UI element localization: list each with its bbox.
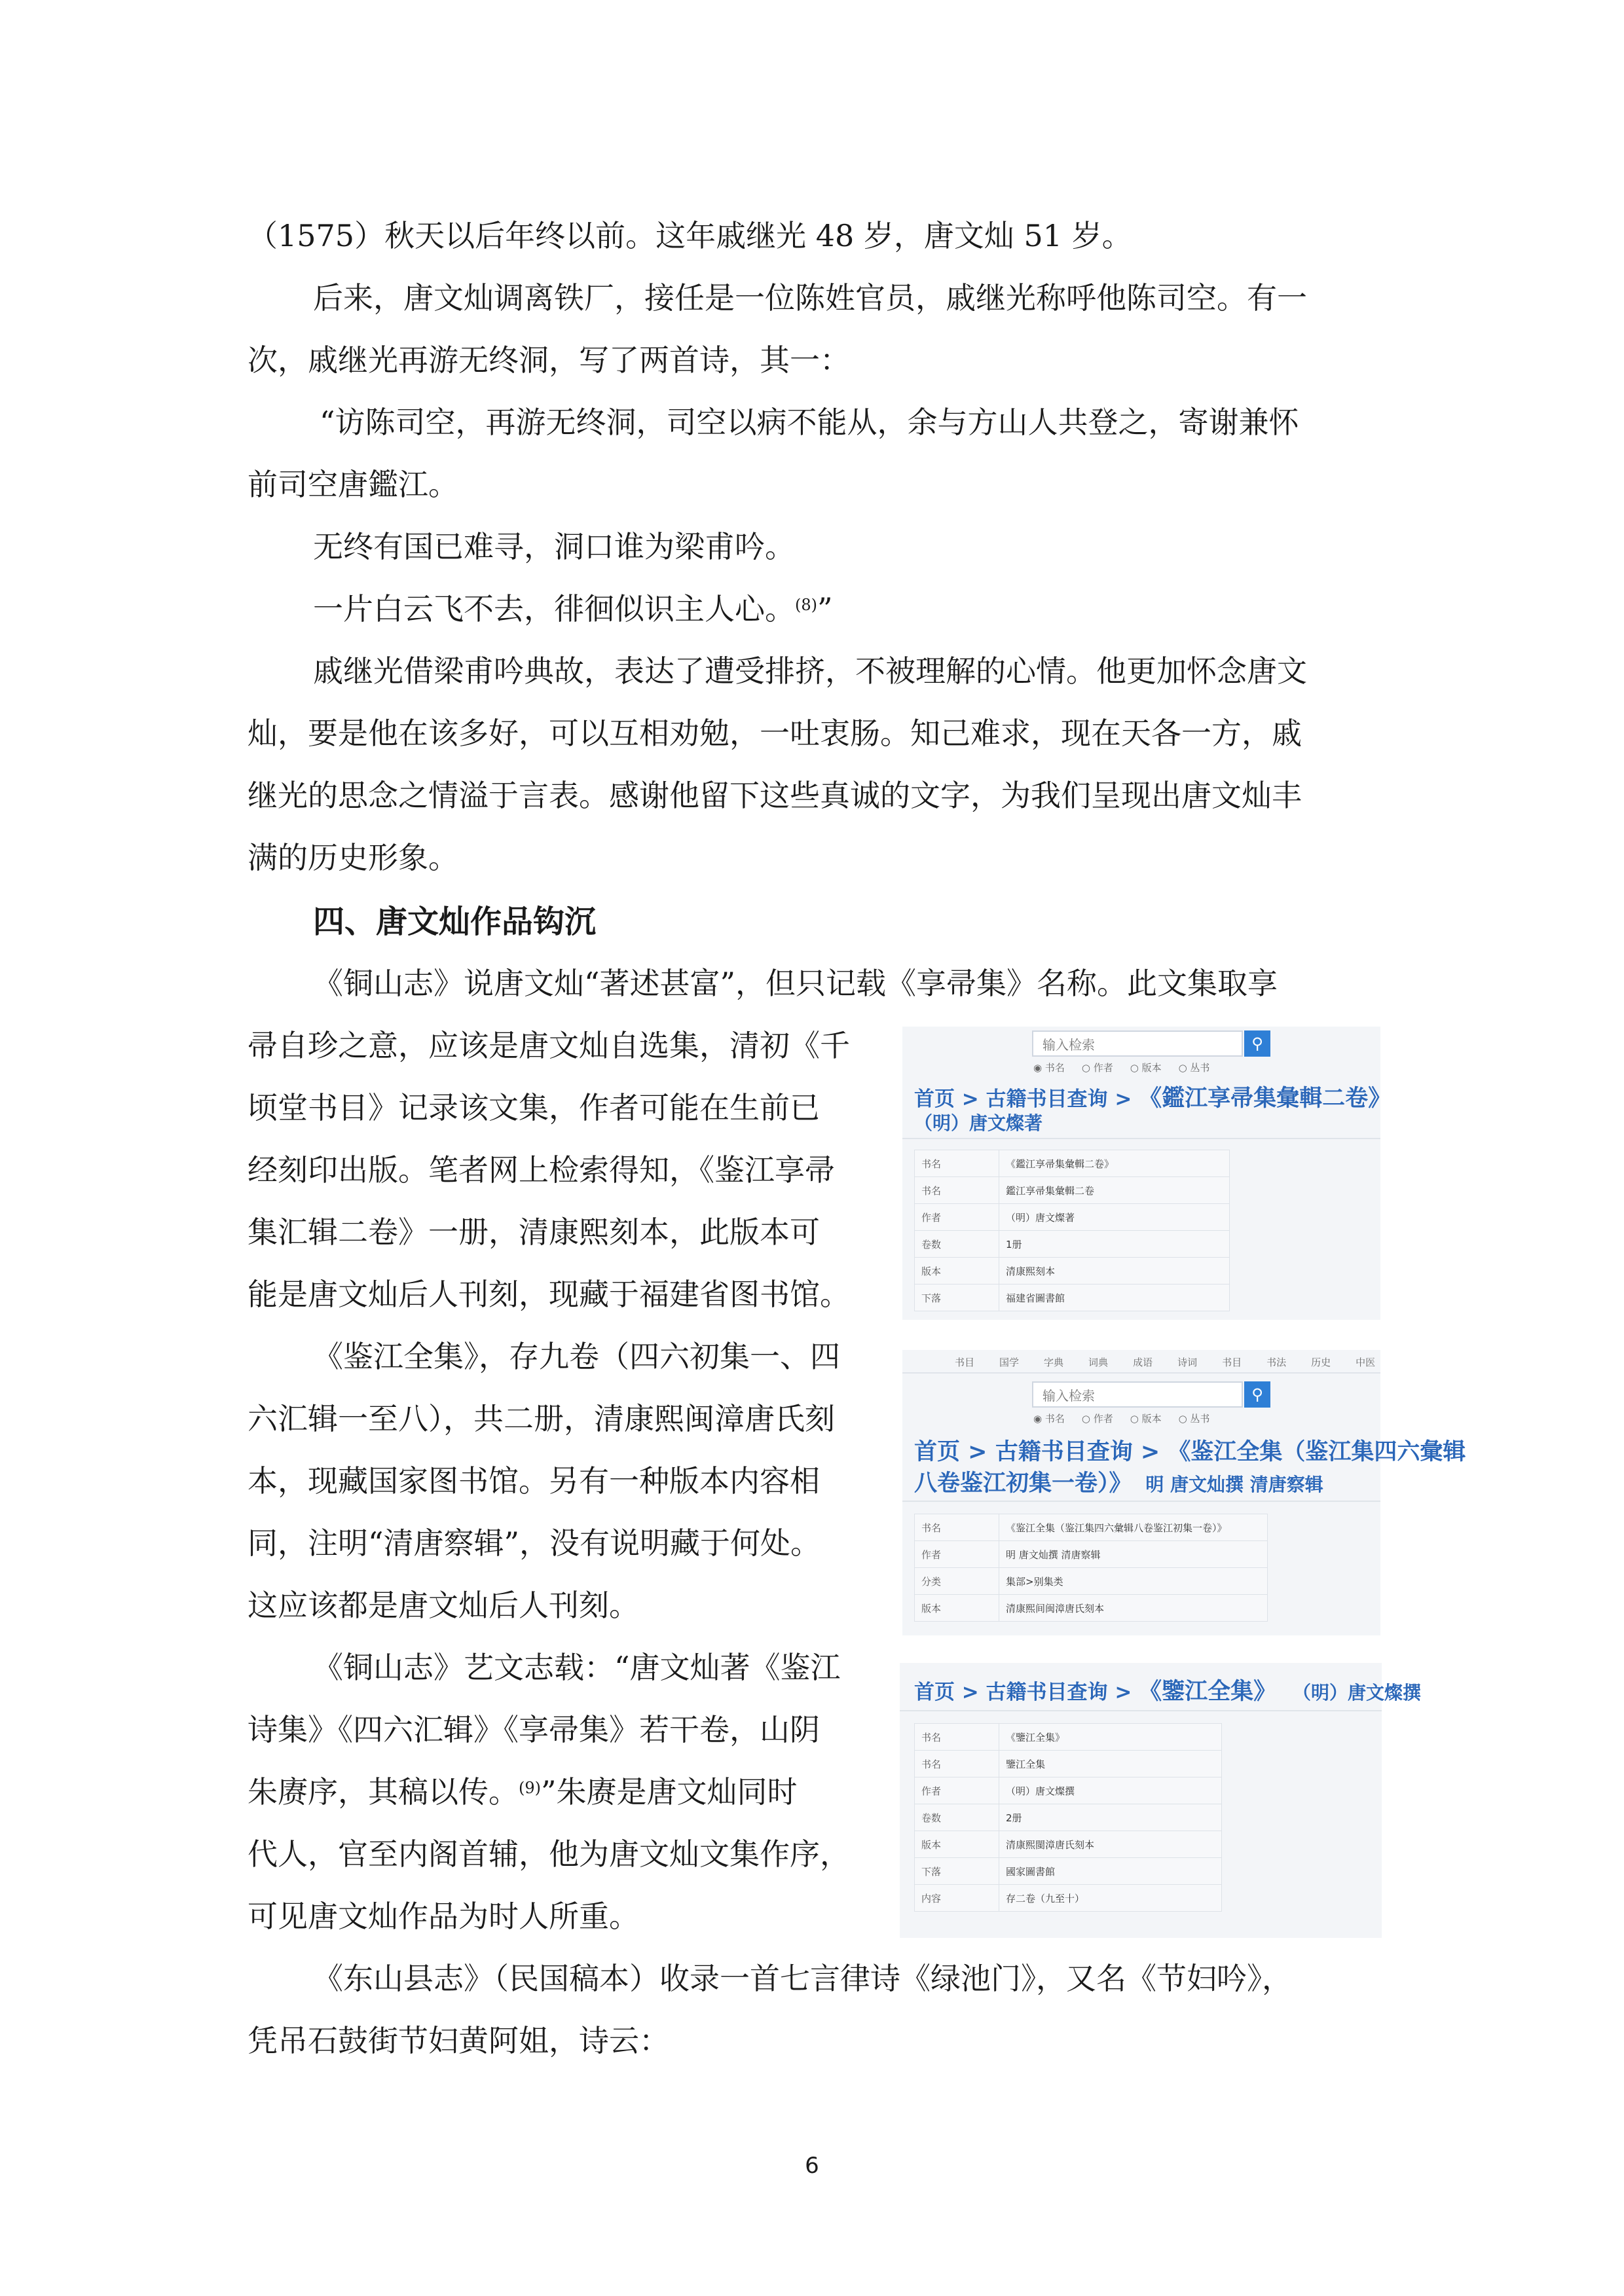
table-row	[915, 1858, 1222, 1885]
field-value: 《鑑江享帚集彙輯二卷》	[999, 1150, 1230, 1177]
paragraph-line: 这应该都是唐文灿后人刊刻。	[248, 1588, 639, 1623]
field-value: 明 唐文灿撰 清唐察辑	[999, 1541, 1268, 1568]
record-table	[914, 1514, 1268, 1622]
search-icon[interactable]: ⚲	[1244, 1381, 1270, 1408]
breadcrumb-path[interactable]: 首页 > 古籍书目查询 >	[914, 1681, 1139, 1704]
quote-line: 前司空唐鑑江。	[248, 467, 458, 502]
catalog-screenshot-1	[902, 1027, 1392, 1320]
nav-item[interactable]: 字典	[1044, 1357, 1064, 1368]
paragraph-line: 《铜山志》说唐文灿“著述甚富”，但只记载《享帚集》名称。此文集取享	[313, 966, 1278, 1001]
field-label: 作者	[915, 1204, 999, 1231]
search-input[interactable]: 输入检索	[1032, 1381, 1243, 1408]
book-title: 八卷鉴江初集一卷）》	[914, 1470, 1132, 1497]
paragraph-line: 本，现藏国家图书馆。另有一种版本内容相	[248, 1463, 820, 1499]
radio-option[interactable]: ◉ 书名	[1033, 1062, 1065, 1074]
paragraph-text: 朱赓序，其稿以传。	[248, 1774, 519, 1810]
radio-option[interactable]: ◉ 书名	[1033, 1413, 1065, 1425]
field-label: 卷数	[915, 1231, 999, 1258]
quote-line: “访陈司空，再游无终洞，司空以病不能从，余与方山人共登之，寄谢兼怀	[320, 405, 1299, 440]
table-row	[915, 1831, 1222, 1858]
poem-line: 无终有国已难寻，洞口谁为梁甫吟。	[313, 529, 795, 564]
nav-item[interactable]: 书法	[1266, 1357, 1287, 1368]
paragraph-line: 代人，官至内阁首辅，他为唐文灿文集作序，	[248, 1836, 850, 1872]
paragraph-line: 集汇辑二卷》一册，清康熙刻本，此版本可	[248, 1214, 820, 1250]
table-row	[915, 1514, 1268, 1541]
field-value: 鑒江全集	[999, 1751, 1222, 1777]
catalog-screenshot-3	[900, 1663, 1421, 1938]
table-row	[915, 1595, 1268, 1622]
book-author: （明）唐文燦著	[914, 1112, 1043, 1134]
book-title: 《鑑江享帚集彙輯二卷》	[1139, 1085, 1392, 1112]
table-row	[915, 1885, 1222, 1912]
paragraph-line: 同，注明“清唐察辑”，没有说明藏于何处。	[248, 1525, 821, 1561]
field-label: 书名	[915, 1751, 999, 1777]
paragraph-line: 六汇辑一至八），共二册，清康熙闽漳唐氏刻	[248, 1401, 835, 1436]
search-type-radios[interactable]	[1033, 1412, 1227, 1425]
nav-item[interactable]: 中医	[1356, 1357, 1376, 1368]
search-input[interactable]: 输入检索	[1032, 1030, 1243, 1057]
poem-text: 一片白云飞不去，徘徊似识主人心。	[313, 591, 795, 627]
paragraph-text: ”朱赓是唐文灿同时	[541, 1774, 798, 1810]
field-label: 版本	[915, 1831, 999, 1858]
nav-item[interactable]: 历史	[1311, 1357, 1331, 1368]
divider	[902, 1138, 1380, 1139]
paragraph-line: 帚自珍之意，应该是唐文灿自选集，清初《千	[248, 1028, 850, 1063]
top-nav	[955, 1355, 1400, 1369]
paragraph-line: 《铜山志》艺文志载：“唐文灿著《鉴江	[313, 1650, 841, 1685]
field-label: 作者	[915, 1541, 999, 1568]
poem-line	[313, 589, 833, 629]
table-row	[915, 1204, 1230, 1231]
field-label: 作者	[915, 1777, 999, 1804]
nav-item[interactable]: 书目	[1222, 1357, 1242, 1368]
divider	[900, 1710, 1382, 1711]
table-row	[915, 1751, 1222, 1777]
field-label: 下落	[915, 1858, 999, 1885]
field-value: 清康熙閩漳唐氏刻本	[999, 1831, 1222, 1858]
table-row	[915, 1541, 1268, 1568]
radio-option[interactable]: ○ 版本	[1130, 1413, 1162, 1425]
paragraph-line: 《鉴江全集》，存九卷（四六初集一、四	[313, 1339, 840, 1374]
search-icon[interactable]: ⚲	[1244, 1030, 1270, 1057]
field-value: 《鑒江全集》	[999, 1724, 1222, 1751]
breadcrumb	[914, 1434, 1466, 1467]
field-label: 内容	[915, 1885, 999, 1912]
breadcrumb	[914, 1673, 1421, 1706]
footnote-marker: (9)	[519, 1779, 541, 1797]
table-row	[915, 1777, 1222, 1804]
paragraph-line: 后来，唐文灿调离铁厂，接任是一位陈姓官员，戚继光称呼他陈司空。有一	[313, 280, 1307, 316]
page-number: 6	[805, 2153, 819, 2179]
nav-item[interactable]: 成语	[1133, 1357, 1153, 1368]
record-table	[914, 1150, 1230, 1311]
breadcrumb-cont	[914, 1465, 1323, 1498]
paragraph-line: 经刻印出版。笔者网上检索得知，《鉴江享帚	[248, 1152, 835, 1188]
section-heading: 四、唐文灿作品钩沉	[313, 903, 597, 940]
paragraph-line: 顷堂书目》记录该文集，作者可能在生前已	[248, 1090, 820, 1125]
field-value: （明）唐文燦撰	[999, 1777, 1222, 1804]
search-type-radios[interactable]	[1033, 1061, 1227, 1074]
paragraph-line	[248, 1772, 798, 1812]
field-label: 分类	[915, 1568, 999, 1595]
paragraph-line: 可见唐文灿作品为时人所重。	[248, 1899, 639, 1934]
field-value: 2册	[999, 1804, 1222, 1831]
table-row	[915, 1150, 1230, 1177]
field-label: 版本	[915, 1258, 999, 1285]
paragraph-line: 灿，要是他在该多好，可以互相劝勉，一吐衷肠。知己难求，现在天各一方，戚	[248, 716, 1302, 751]
nav-item[interactable]: 诗词	[1177, 1357, 1198, 1368]
radio-option[interactable]: ○ 版本	[1130, 1062, 1162, 1074]
table-row	[915, 1568, 1268, 1595]
radio-option[interactable]: ○ 丛书	[1178, 1062, 1210, 1074]
breadcrumb	[914, 1080, 1391, 1113]
paragraph-line: 能是唐文灿后人刊刻，现藏于福建省图书馆。	[248, 1277, 850, 1312]
table-row	[915, 1258, 1230, 1285]
radio-option[interactable]: ○ 作者	[1081, 1413, 1113, 1425]
field-value: 清康熙间闽漳唐氏刻本	[999, 1595, 1268, 1622]
field-label: 书名	[915, 1724, 999, 1751]
field-value: 《鉴江全集（鉴江集四六彙辑八卷鉴江初集一卷）》	[999, 1514, 1268, 1541]
paragraph-line: 凭吊石鼓街节妇黄阿姐，诗云：	[248, 2023, 669, 2058]
paragraph-line: 《东山县志》（民国稿本）收录一首七言律诗《绿池门》，又名《节妇吟》，	[313, 1961, 1292, 1996]
breadcrumb-path[interactable]: 首页 > 古籍书目查询 > 《鉴江全集（鉴江集四六彙辑	[914, 1439, 1466, 1465]
field-label: 书名	[915, 1150, 999, 1177]
nav-item[interactable]: 国学	[999, 1357, 1020, 1368]
field-value: 福建省圖書館	[999, 1285, 1230, 1311]
paragraph-line: 次，戚继光再游无终洞，写了两首诗，其一：	[248, 342, 850, 378]
table-row	[915, 1724, 1222, 1751]
paragraph-line: 诗集》《四六汇辑》《享帚集》若干卷，山阴	[248, 1712, 820, 1747]
catalog-screenshot-2	[902, 1350, 1466, 1635]
divider	[902, 1372, 1380, 1374]
paragraph-line: 戚继光借梁甫吟典故，表达了遭受排挤，不被理解的心情。他更加怀念唐文	[313, 653, 1307, 689]
book-title: 《鑒江全集》	[1139, 1679, 1277, 1705]
field-value: 鑑江享帚集彙輯二卷	[999, 1177, 1230, 1204]
paragraph-line: （1575）秋天以后年终以前。这年戚继光 48 岁，唐文灿 51 岁。	[248, 218, 1132, 253]
record-table	[914, 1723, 1222, 1912]
radio-option[interactable]: ○ 作者	[1081, 1062, 1113, 1074]
field-label: 下落	[915, 1285, 999, 1311]
field-value: 1册	[999, 1231, 1230, 1258]
nav-item[interactable]: 书目	[955, 1357, 975, 1368]
field-value: 存二卷（九至十）	[999, 1885, 1222, 1912]
book-author: （明）唐文燦撰	[1292, 1682, 1421, 1704]
paragraph-line: 满的历史形象。	[248, 840, 458, 875]
closing-quote: ”	[817, 591, 833, 627]
paragraph-line: 继光的思念之情溢于言表。感谢他留下这些真诚的文字，为我们呈现出唐文灿丰	[248, 778, 1302, 813]
book-author: 明 唐文灿撰 清唐察辑	[1145, 1474, 1323, 1495]
footnote-marker: (8)	[795, 596, 817, 614]
radio-option[interactable]: ○ 丛书	[1178, 1413, 1210, 1425]
field-value: 國家圖書館	[999, 1858, 1222, 1885]
divider	[902, 1501, 1380, 1502]
field-label: 卷数	[915, 1804, 999, 1831]
breadcrumb-path[interactable]: 首页 > 古籍书目查询 >	[914, 1087, 1139, 1111]
table-row	[915, 1177, 1230, 1204]
field-value: 清康熙刻本	[999, 1258, 1230, 1285]
table-row	[915, 1804, 1222, 1831]
nav-item[interactable]: 词典	[1088, 1357, 1109, 1368]
table-row	[915, 1285, 1230, 1311]
table-row	[915, 1231, 1230, 1258]
field-label: 版本	[915, 1595, 999, 1622]
field-label: 书名	[915, 1514, 999, 1541]
field-value: （明）唐文燦著	[999, 1204, 1230, 1231]
field-label: 书名	[915, 1177, 999, 1204]
field-value: 集部>别集类	[999, 1568, 1268, 1595]
